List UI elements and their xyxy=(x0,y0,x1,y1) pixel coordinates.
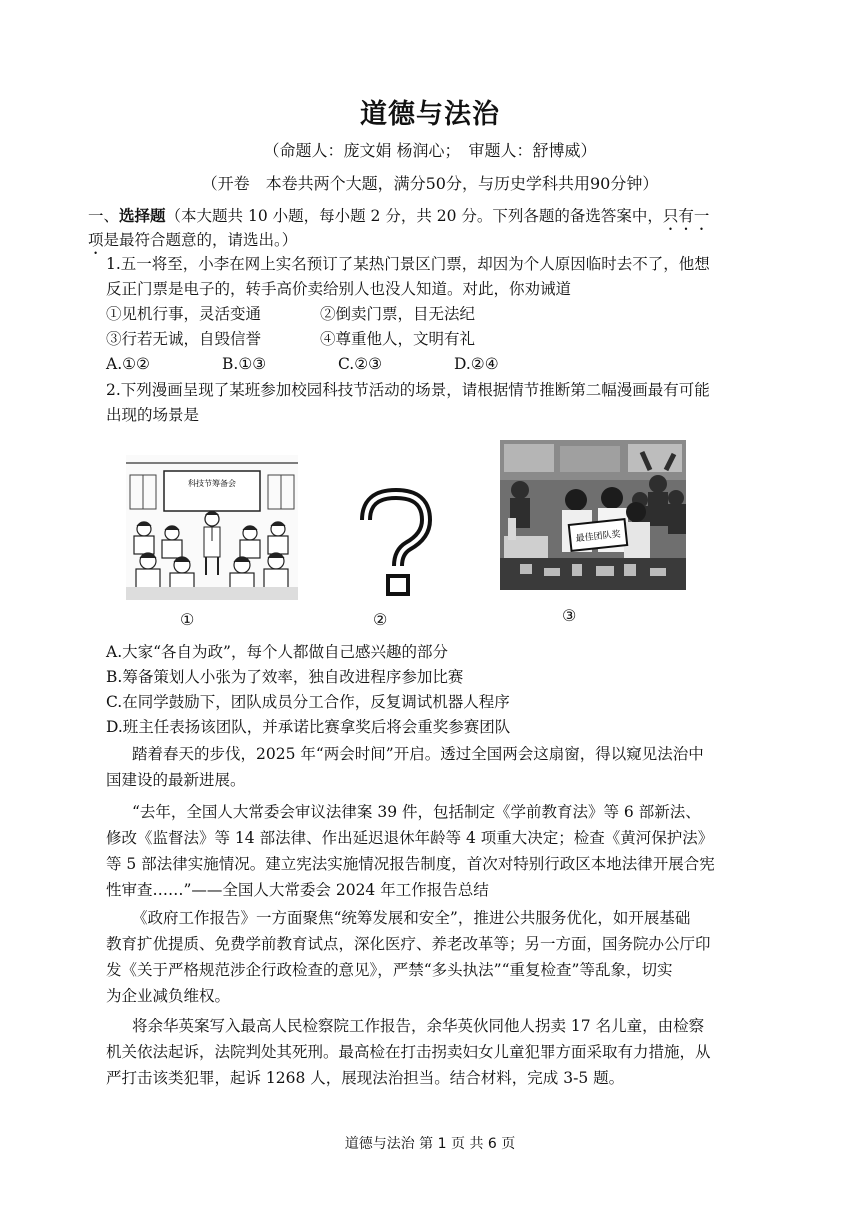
q2-option-a: A.大家“各自为政”，每个人都做自己感兴趣的部分 xyxy=(106,643,448,661)
q1-option-d: D.②④ xyxy=(454,355,499,373)
material-p2-line4: 性审查……”——全国人大常委会 2024 年工作报告总结 xyxy=(106,881,489,899)
q1-option-b: B.①③ xyxy=(222,355,267,373)
q2-stem-line2: 出现的场景是 xyxy=(106,406,200,424)
q2-stem-line1: 2.下列漫画呈现了某班参加校园科技节活动的场景，请根据情节推断第二幅漫画最有可能 xyxy=(106,381,710,399)
q1-option-c: C.②③ xyxy=(338,355,383,373)
q2-option-c: C.在同学鼓励下，团队成员分工合作，反复调试机器人程序 xyxy=(106,693,510,711)
question-mark-icon xyxy=(352,488,440,600)
team-award-photo xyxy=(500,440,686,590)
material-p1-line1: 踏着春天的步伐，2025 年“两会时间”开启。透过全国两会这扇窗，得以窥见法治中 xyxy=(132,745,704,763)
section-emphasis-2: 项 xyxy=(88,231,104,249)
page-footer: 道德与法治 第 1 页 共 6 页 xyxy=(344,1136,516,1152)
section-number: 一、 xyxy=(88,207,120,225)
material-p2-line3: 等 5 部法律实施情况。建立宪法实施情况报告制度，首次对特别行政区本地法律开展合宪 xyxy=(106,855,715,873)
section-emphasis: 只有一 xyxy=(662,207,710,225)
material-p3-line4: 为企业减负维权。 xyxy=(106,987,231,1005)
material-p4-line2: 机关依法起诉，法院判处其死刑。最高检在打击拐卖妇女儿童犯罪方面采取有力措施，从 xyxy=(106,1043,711,1061)
authors-line: （命题人：庞文娟 杨润心； 审题人：舒博威） xyxy=(263,141,597,160)
material-p2-line2: 修改《监督法》等 14 部法律、作出延迟退休年龄等 4 项重大决定；检查《黄河保护法》 xyxy=(106,829,714,847)
award-sign-text: 最佳团队奖 xyxy=(575,529,622,545)
q2-option-d: D.班主任表扬该团队，并承诺比赛拿奖后将会重奖参赛团队 xyxy=(106,718,511,736)
q1-item-2: ②倒卖门票，目无法纪 xyxy=(320,305,476,323)
section-instructions-2: 是最符合题意的，请选出。） xyxy=(103,231,298,249)
material-p1-line2: 国建设的最新进展。 xyxy=(106,771,246,789)
section-instructions: （本大题共 10 小题，每小题 2 分，共 20 分。下列各题的备选答案中， xyxy=(165,207,663,225)
q1-item-3: ③行若无诚，自毁信誉 xyxy=(106,330,262,348)
board-text: 科技节筹备会 xyxy=(188,479,236,488)
q1-stem-line1: 1.五一将至，小李在网上实名预订了某热门景区门票，却因为个人原因临时去不了，他想 xyxy=(106,255,710,273)
figure-1-label: ① xyxy=(180,610,195,629)
material-p4-line1: 将余华英案写入最高人民检察院工作报告，余华英伙同他人拐卖 17 名儿童，由检察 xyxy=(132,1017,705,1035)
material-p3-line3: 发《关于严格规范涉企行政检查的意见》，严禁“多头执法”“重复检查”等乱象，切实 xyxy=(106,961,673,979)
classroom-meeting-illustration xyxy=(126,455,298,600)
page-title: 道德与法治 xyxy=(360,99,500,130)
q1-stem-line2: 反正门票是电子的，转手高价卖给别人也没人知道。对此，你劝诫道 xyxy=(106,280,572,298)
material-p4-line3: 严打击该类犯罪，起诉 1268 人，展现法治担当。结合材料，完成 3-5 题。 xyxy=(106,1069,625,1087)
q1-item-4: ④尊重他人，文明有礼 xyxy=(320,330,476,348)
q1-item-1: ①见机行事，灵活变通 xyxy=(106,305,262,323)
figure-3-label: ③ xyxy=(562,606,577,625)
figure-2-label: ② xyxy=(373,610,388,629)
q2-option-b: B.筹备策划人小张为了效率，独自改进程序参加比赛 xyxy=(106,668,464,686)
material-p3-line2: 教育扩优提质、免费学前教育试点，深化医疗、养老改革等；另一方面，国务院办公厅印 xyxy=(106,935,711,953)
section-title: 选择题 xyxy=(119,206,166,225)
material-p3-line1: 《政府工作报告》一方面聚焦“统筹发展和安全”，推进公共服务优化，如开展基础 xyxy=(132,909,691,927)
material-p2-line1: “去年，全国人大常委会审议法律案 39 件，包括制定《学前教育法》等 6 部新法、 xyxy=(132,803,701,821)
exam-info: （开卷 本卷共两个大题，满分50分，与历史学科共用90分钟） xyxy=(201,174,659,193)
q1-option-a: A.①② xyxy=(106,355,150,373)
